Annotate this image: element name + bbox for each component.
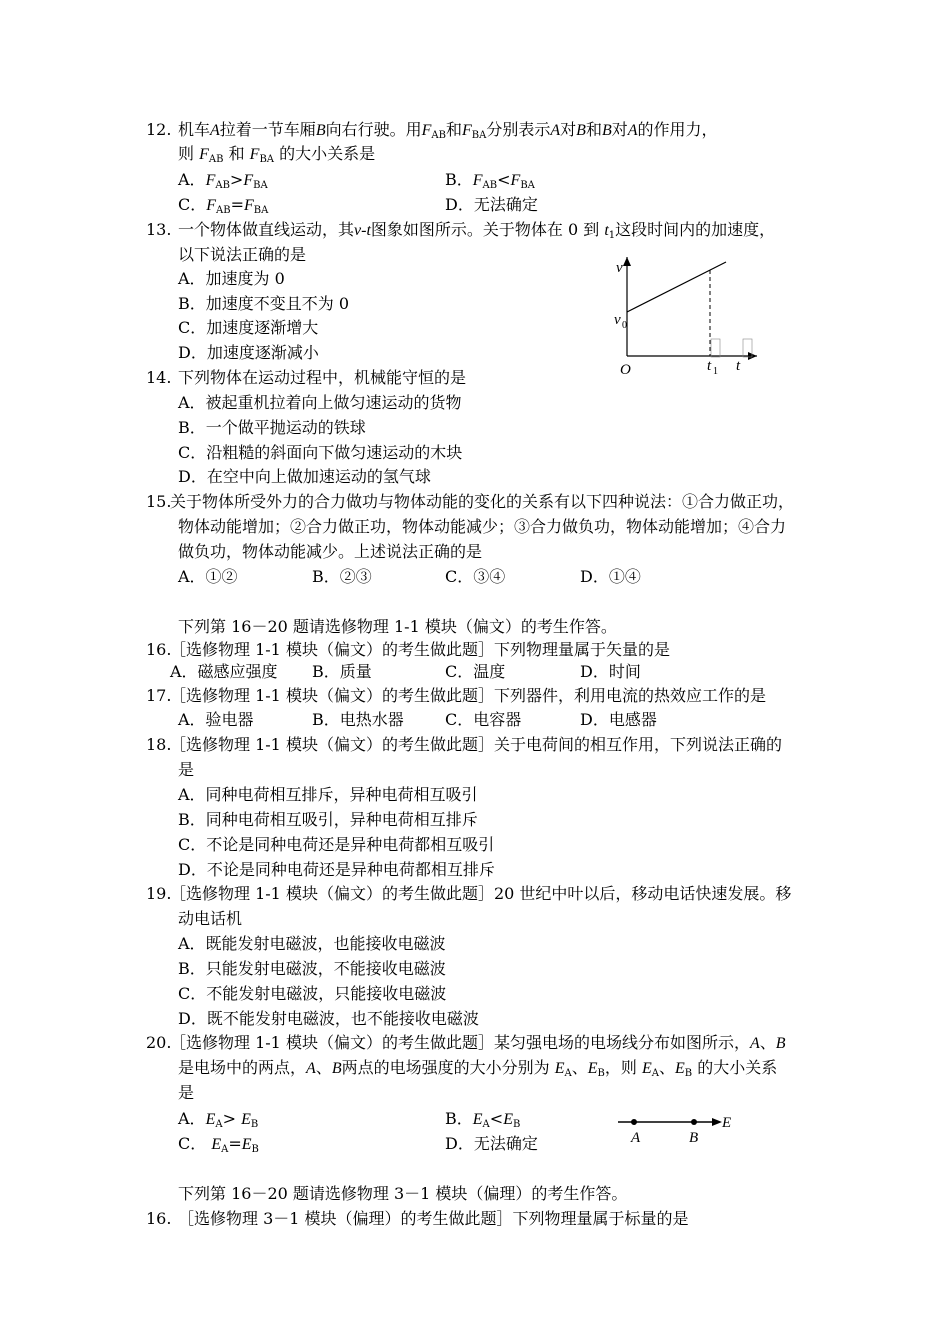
- q17-option-c: C．电容器: [445, 710, 522, 729]
- q16-number: 16.: [146, 640, 172, 659]
- q15-option-b: B．②③: [312, 567, 372, 586]
- q15-option-a: A．①②: [178, 567, 238, 586]
- q18-option-c: C．不论是同种电荷还是异种电荷都相互吸引: [178, 835, 495, 854]
- q17-number: 17.: [146, 686, 172, 705]
- q12-stem-line1: 机车A拉着一节车厢B向右行驶。用$F_{AB}$和$F_{BA}$分别表示A对B和B对A的作用力，: [178, 120, 718, 141]
- t-label: t: [736, 358, 741, 374]
- q16-option-d: D．时间: [580, 662, 641, 681]
- q13-stem-line2: 以下说法正确的是: [178, 245, 307, 264]
- v0-label: v: [614, 312, 621, 328]
- q19-number: 19.: [146, 884, 172, 903]
- q20-option-c: C． $E_A=E_B$: [178, 1134, 259, 1155]
- q19-option-a: A．既能发射电磁波，也能接收电磁波: [178, 934, 446, 953]
- t1-subscript: 1: [713, 366, 718, 376]
- q13-option-a: A．加速度为 0: [178, 269, 285, 288]
- q17-option-d: D．电感器: [580, 710, 657, 729]
- v-axis-arrow: [623, 257, 631, 266]
- q14-stem: 下列物体在运动过程中，机械能守恒的是: [178, 368, 467, 387]
- q16-option-c: C．温度: [445, 662, 506, 681]
- q15-stem-line3: 做负功，物体动能减少。上述说法正确的是: [178, 542, 483, 561]
- q12-option-a: A．$F_{AB}>F_{BA}$: [178, 170, 268, 191]
- q20-stem-line1: ［选修物理 1-1 模块（偏文）的考生做此题］某匀强电场的电场线分布如图所示，A、B: [170, 1033, 786, 1052]
- section-header-1-1: 下列第 16－20 题请选修物理 1-1 模块（偏文）的考生作答。: [178, 617, 617, 636]
- q13-option-c: C．加速度逐渐增大: [178, 318, 319, 337]
- q12-option-d: D．无法确定: [445, 195, 538, 214]
- q19-stem-line1: ［选修物理 1-1 模块（偏文）的考生做此题］20 世纪中叶以后，移动电话快速发展。移: [170, 884, 792, 903]
- q15-stem-line2: 物体动能增加；②合力做正功，物体动能减少；③合力做负功，物体动能增加；④合力: [178, 517, 787, 536]
- q16b-stem: ［选修物理 3－1 模块（偏理）的考生做此题］下列物理量属于标量的是: [178, 1209, 689, 1228]
- velocity-line: [627, 262, 726, 312]
- q13-stem-line1: 一个物体做直线运动，其v-t图象如图所示。关于物体在 0 到 $t_1$这段时间内的加速度，: [178, 220, 776, 241]
- q20-stem-line3: 是: [178, 1083, 195, 1102]
- point-a-dot: [631, 1119, 637, 1125]
- point-b-dot: [691, 1119, 697, 1125]
- q19-option-c: C．不能发射电磁波，只能接收电磁波: [178, 984, 447, 1003]
- q14-option-a: A．被起重机拉着向上做匀速运动的货物: [178, 393, 462, 412]
- q15-option-d: D．①④: [580, 567, 641, 586]
- q20-number: 20.: [146, 1033, 172, 1052]
- q12-number: 12.: [146, 120, 172, 139]
- q20-stem-line2: 是电场中的两点，A、B两点的电场强度的大小分别为 $E_A$、$E_B$，则 $E_A$、$E_B$ 的大小关系: [178, 1058, 778, 1079]
- q20-option-d: D．无法确定: [445, 1134, 538, 1153]
- q14-option-d: D．在空中向上做加速运动的氢气球: [178, 467, 431, 486]
- electric-field-figure: [612, 1108, 742, 1148]
- q12-option-c: C．$F_{AB}=F_{BA}$: [178, 195, 269, 216]
- q15-number: 15.: [146, 492, 172, 511]
- q20-option-b: B．$E_A<E_B$: [445, 1109, 521, 1130]
- q14-option-b: B．一个做平抛运动的铁球: [178, 418, 366, 437]
- t-axis-arrow: [748, 352, 757, 360]
- q17-option-b: B．电热水器: [312, 710, 404, 729]
- v-label: v: [616, 260, 623, 276]
- q19-option-b: B．只能发射电磁波，不能接收电磁波: [178, 959, 446, 978]
- q17-stem: ［选修物理 1-1 模块（偏文）的考生做此题］下列器件，利用电流的热效应工作的是: [170, 686, 766, 705]
- section-header-3-1: 下列第 16－20 题请选修物理 3－1 模块（偏理）的考生作答。: [178, 1184, 628, 1203]
- vt-graph: [612, 252, 764, 376]
- q18-option-a: A．同种电荷相互排斥，异种电荷相互吸引: [178, 785, 478, 804]
- q18-number: 18.: [146, 735, 172, 754]
- q18-option-d: D．不论是同种电荷还是异种电荷都相互排斥: [178, 860, 495, 879]
- q16-stem: ［选修物理 1-1 模块（偏文）的考生做此题］下列物理量属于矢量的是: [170, 640, 670, 659]
- q16-option-a: A．磁感应强度: [170, 662, 278, 681]
- q19-option-d: D．既不能发射电磁波，也不能接收电磁波: [178, 1009, 479, 1028]
- field-e-label: E: [722, 1115, 732, 1131]
- q18-option-b: B．同种电荷相互吸引，异种电荷相互排斥: [178, 810, 478, 829]
- point-a-label: A: [631, 1130, 641, 1146]
- q20-option-a: A．$E_A> E_B$: [178, 1109, 259, 1130]
- origin-label: O: [620, 362, 631, 376]
- q16b-number: 16.: [146, 1209, 172, 1228]
- q12-stem-line2: 则 $F_{AB}$ 和 $F_{BA}$ 的大小关系是: [178, 144, 376, 165]
- q13-option-d: D．加速度逐渐减小: [178, 343, 319, 362]
- q15-stem-line1: 关于物体所受外力的合力做功与物体动能的变化的关系有以下四种说法：①合力做正功，: [170, 492, 795, 511]
- q15-option-c: C．③④: [445, 567, 506, 586]
- q14-option-c: C．沿粗糙的斜面向下做匀速运动的木块: [178, 443, 463, 462]
- t1-label: t: [707, 358, 712, 374]
- q19-stem-line2: 动电话机: [178, 909, 243, 928]
- q14-number: 14.: [146, 368, 172, 387]
- q16-option-b: B．质量: [312, 662, 372, 681]
- q18-stem-line2: 是: [178, 760, 195, 779]
- q18-stem-line1: ［选修物理 1-1 模块（偏文）的考生做此题］关于电荷间的相互作用，下列说法正确的: [170, 735, 782, 754]
- q12-option-b: B．$F_{AB}<F_{BA}$: [445, 170, 535, 191]
- field-arrow: [712, 1118, 722, 1126]
- q13-number: 13.: [146, 220, 172, 239]
- v0-subscript: 0: [622, 320, 627, 331]
- q17-option-a: A．验电器: [178, 710, 254, 729]
- point-b-label: B: [689, 1130, 699, 1146]
- q13-option-b: B．加速度不变且不为 0: [178, 294, 350, 313]
